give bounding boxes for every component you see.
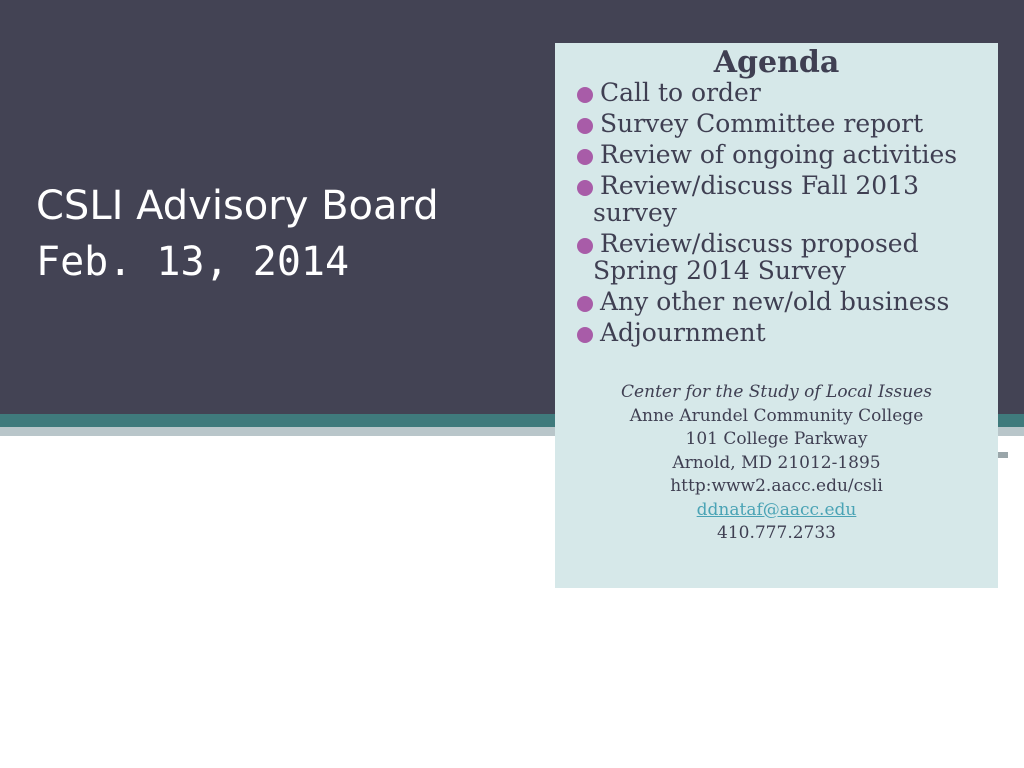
slide-title-name: CSLI Advisory Board: [36, 183, 439, 229]
agenda-item-other-business: [575, 288, 995, 315]
agenda-item-label: Any other new/old business: [600, 287, 950, 316]
bullet-icon: [577, 149, 593, 165]
contact-organization: Center for the Study of Local Issues: [621, 382, 932, 402]
slide-title: [36, 178, 516, 290]
agenda-item-label: Review/discuss Fall 2013: [600, 171, 920, 200]
bullet-icon: [577, 180, 593, 196]
agenda-item-label-continuation: Spring 2014 Survey: [593, 256, 846, 285]
slide-title-date: Feb. 13, 2014: [36, 239, 350, 285]
contact-college: Anne Arundel Community College: [629, 405, 924, 426]
bullet-icon: [577, 87, 593, 103]
agenda-item-fall-2013-survey: [575, 172, 995, 226]
agenda-list: [575, 79, 995, 350]
contact-street: 101 College Parkway: [685, 429, 868, 449]
contact-website: http:www2.aacc.edu/csli: [670, 476, 883, 496]
agenda-item-label: Review/discuss proposed: [600, 229, 919, 258]
agenda-item-label: Review of ongoing activities: [600, 140, 958, 169]
bullet-icon: [577, 327, 593, 343]
contact-phone: 410.777.2733: [717, 523, 836, 543]
bullet-icon: [577, 238, 593, 254]
bullet-icon: [577, 296, 593, 312]
agenda-item-adjournment: [575, 319, 995, 346]
agenda-item-spring-2014-survey: [575, 230, 995, 284]
agenda-item-label-continuation: survey: [593, 198, 677, 227]
agenda-panel: [555, 43, 998, 588]
bullet-icon: [577, 118, 593, 134]
agenda-item-label: Survey Committee report: [600, 109, 924, 138]
agenda-item-survey-committee-report: [575, 110, 995, 137]
agenda-item-call-to-order: [575, 79, 995, 106]
agenda-item-ongoing-activities: [575, 141, 995, 168]
agenda-item-label: Call to order: [600, 78, 761, 107]
agenda-item-label: Adjournment: [600, 318, 766, 347]
agenda-heading: Agenda: [713, 45, 840, 80]
contact-city: Arnold, MD 21012-1895: [672, 452, 881, 473]
contact-info: [555, 381, 998, 546]
contact-email-link[interactable]: ddnataf@aacc.edu: [696, 499, 857, 520]
divider-notch: [998, 452, 1008, 458]
